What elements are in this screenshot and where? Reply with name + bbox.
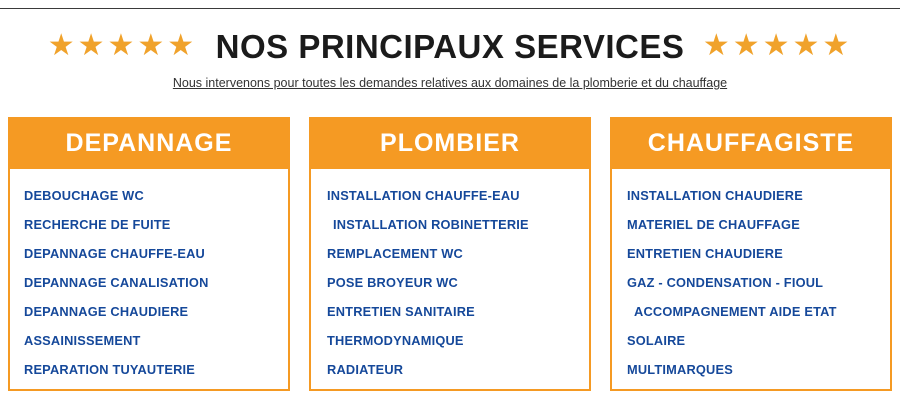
list-item[interactable]: ENTRETIEN CHAUDIERE xyxy=(627,246,783,261)
service-columns xyxy=(8,117,892,391)
list-item[interactable]: GAZ - CONDENSATION - FIOUL xyxy=(627,275,824,290)
list-item[interactable]: INSTALLATION CHAUDIERE xyxy=(627,188,803,203)
service-card-depannage xyxy=(8,117,290,391)
list-item[interactable]: REMPLACEMENT WC xyxy=(327,246,463,261)
list-item[interactable]: DEPANNAGE CHAUFFE-EAU xyxy=(24,246,205,261)
list-item[interactable]: SOLAIRE xyxy=(627,333,686,348)
list-item[interactable]: DEBOUCHAGE WC xyxy=(24,188,144,203)
page-subtitle: Nous intervenons pour toutes les demandes relatives aux domaines de la plomberie et du chauffage xyxy=(172,76,728,90)
list-item[interactable]: ACCOMPAGNEMENT AIDE ETAT xyxy=(634,304,837,319)
page-heading xyxy=(0,28,900,66)
service-card-title: DEPANNAGE xyxy=(8,117,290,169)
list-item[interactable]: ASSAINISSEMENT xyxy=(24,333,141,348)
list-item[interactable]: INSTALLATION ROBINETTERIE xyxy=(333,217,529,232)
service-card-title: CHAUFFAGISTE xyxy=(610,117,892,169)
list-item[interactable]: DEPANNAGE CHAUDIERE xyxy=(24,304,189,319)
top-divider xyxy=(0,8,900,9)
list-item[interactable]: POSE BROYEUR WC xyxy=(327,275,458,290)
service-card-chauffagiste xyxy=(610,117,892,391)
list-item[interactable]: MULTIMARQUES xyxy=(627,362,733,377)
list-item[interactable]: RADIATEUR xyxy=(327,362,404,377)
service-card-title: PLOMBIER xyxy=(309,117,591,169)
list-item[interactable]: THERMODYNAMIQUE xyxy=(327,333,464,348)
service-list xyxy=(610,169,892,391)
service-card-plombier xyxy=(309,117,591,391)
list-item[interactable]: REPARATION TUYAUTERIE xyxy=(24,362,196,377)
list-item[interactable]: DEPANNAGE CANALISATION xyxy=(24,275,209,290)
service-list xyxy=(8,169,290,391)
stars-left-icon: ★★★★★ xyxy=(47,28,198,62)
service-list xyxy=(309,169,591,391)
stars-right-icon: ★★★★★ xyxy=(702,28,853,62)
list-item[interactable]: INSTALLATION CHAUFFE-EAU xyxy=(327,188,520,203)
page-title: NOS PRINCIPAUX SERVICES xyxy=(215,28,685,65)
list-item[interactable]: RECHERCHE DE FUITE xyxy=(24,217,171,232)
list-item[interactable]: ENTRETIEN SANITAIRE xyxy=(327,304,475,319)
list-item[interactable]: MATERIEL DE CHAUFFAGE xyxy=(627,217,800,232)
